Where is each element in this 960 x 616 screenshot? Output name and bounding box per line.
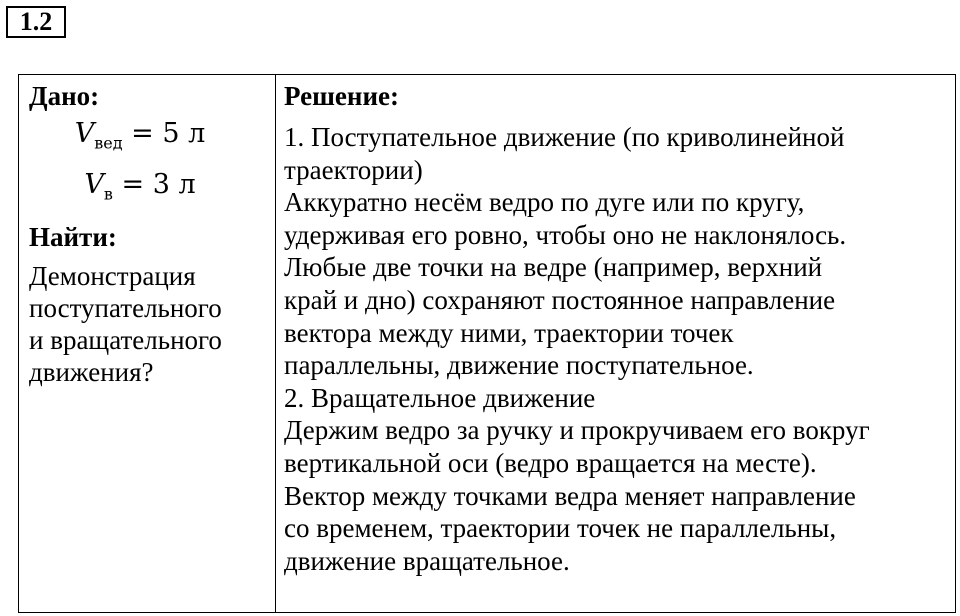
solution-line: вектора между ними, траектории точек xyxy=(284,317,734,348)
solution-body xyxy=(284,121,955,577)
task-number: 1.2 xyxy=(6,6,66,38)
solution-line: движение вращательное. xyxy=(284,545,570,576)
formula-water-volume: $V_в = 3$ л xyxy=(84,169,196,204)
given-cell xyxy=(19,75,276,613)
task-table xyxy=(18,74,956,613)
solution-line: край и дно) сохраняют постоянное направление xyxy=(284,284,836,315)
solution-line: параллельны, движение поступательное. xyxy=(284,350,754,381)
solution-line: вертикальной оси (ведро вращается на месте). xyxy=(284,447,817,478)
solution-line: 2. Вращательное движение xyxy=(284,382,596,413)
find-line: и вращательного xyxy=(29,324,222,355)
find-line: Демонстрация xyxy=(29,260,196,291)
solution-line: Вектор между точками ведра меняет направление xyxy=(284,480,856,511)
solution-line: траектории) xyxy=(284,154,423,185)
solution-line: удерживая его ровно, чтобы оно не наклонялось. xyxy=(284,219,847,250)
find-heading: Найти: xyxy=(29,221,117,252)
solution-line: со временем, траектории точек не параллельны, xyxy=(284,513,837,544)
given-heading: Дано: xyxy=(29,81,100,111)
solution-heading: Решение: xyxy=(284,81,399,111)
solution-line: Держим ведро за ручку и прокручиваем его вокруг xyxy=(284,415,870,446)
find-line: движения? xyxy=(29,356,154,387)
find-text xyxy=(29,260,275,388)
solution-line: Любые две точки на ведре (например, верхний xyxy=(284,252,823,283)
find-line: поступательного xyxy=(29,292,222,323)
formula-bucket-volume: $V_{вед} = 5$ л xyxy=(74,118,206,153)
solution-line: 1. Поступательное движение (по криволинейной xyxy=(284,122,845,152)
solution-cell xyxy=(276,75,956,613)
solution-line: Аккуратно несём ведро по дуге или по кругу, xyxy=(284,187,805,218)
